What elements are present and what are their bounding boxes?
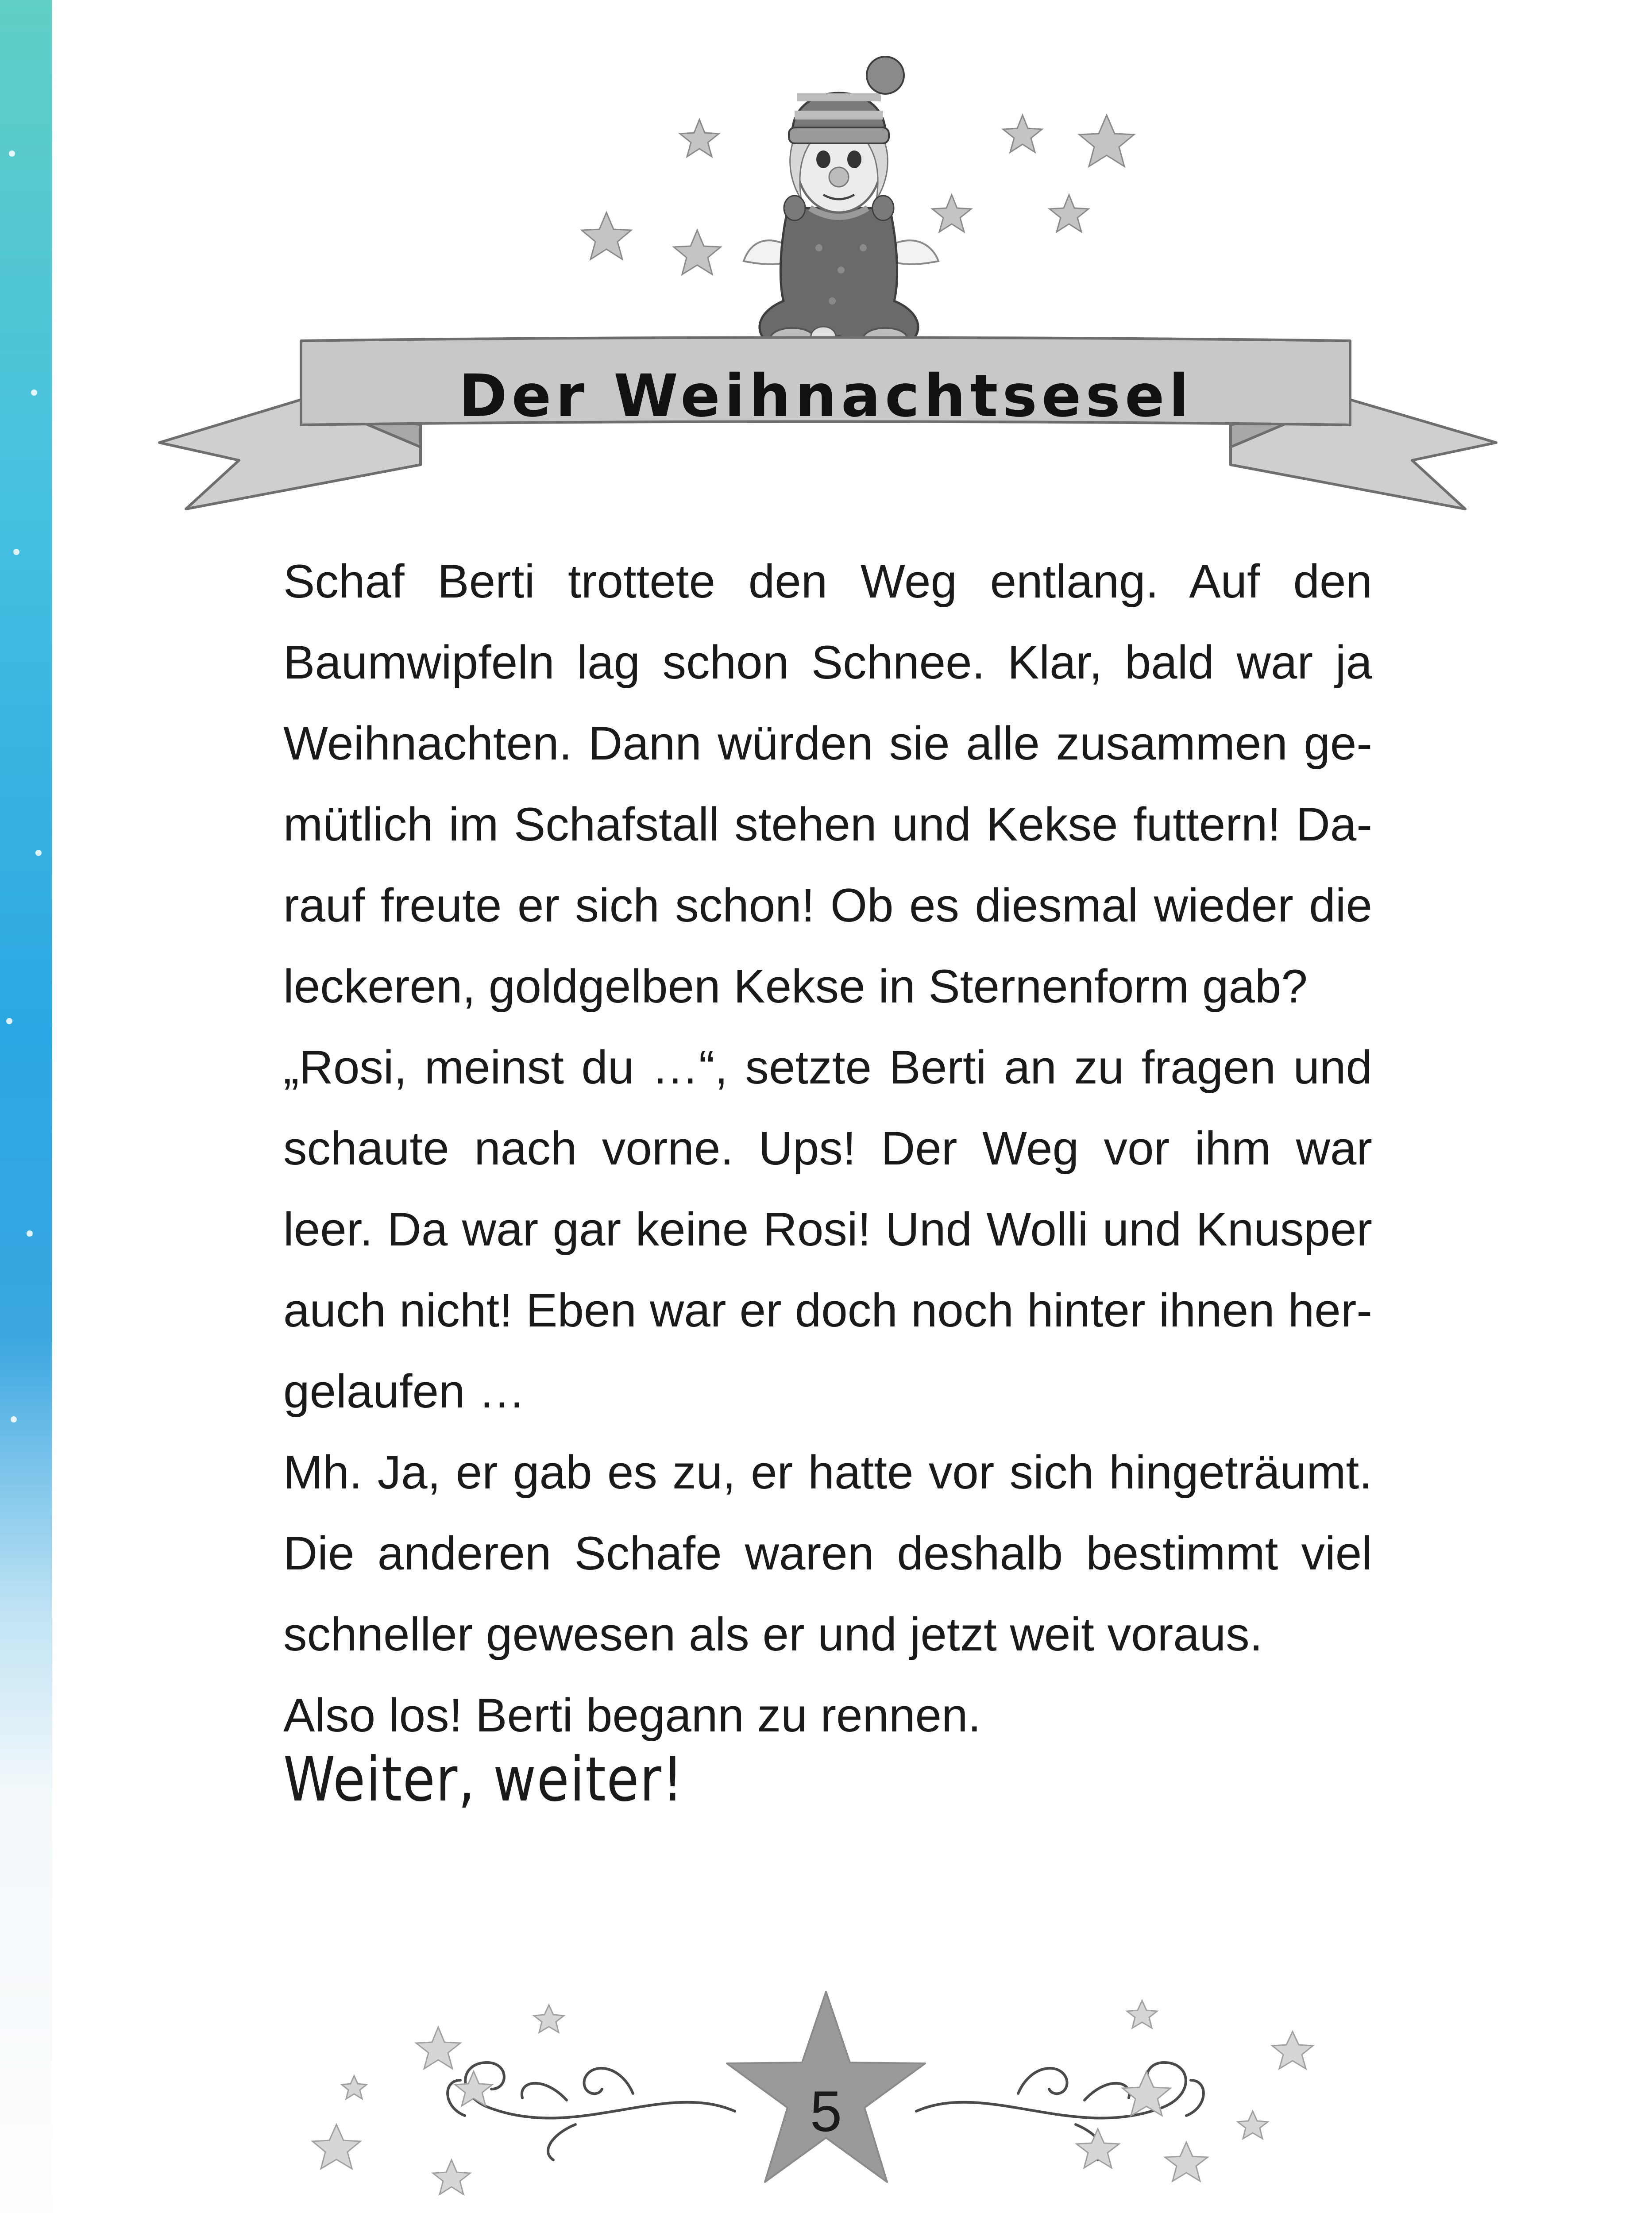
story-line: Baumwipfeln lag schon Schnee. Klar, bald war ja — [283, 636, 1372, 689]
story-line: gelaufen … — [283, 1365, 526, 1418]
story-line: Schaf Berti trottete den Weg entlang. Auf den — [283, 555, 1372, 608]
star-icon — [674, 230, 721, 274]
story-line: Die anderen Schafe waren deshalb bestimmt viel — [283, 1527, 1372, 1580]
star-icon — [1079, 115, 1134, 166]
snowflake-dot — [27, 1230, 33, 1237]
star-icon — [1003, 115, 1042, 152]
snowflake-dot — [13, 549, 19, 555]
star-icon — [1050, 195, 1088, 232]
story-exclamation: Weiter, weiter! — [283, 1744, 684, 1815]
chapter-title: Der Weihnachtsesel — [459, 362, 1193, 430]
story-line: rauf freute er sich schon! Ob es diesmal wieder die — [283, 879, 1372, 932]
story-line: Mh. Ja, er gab es zu, er hatte vor sich hingeträumt. — [283, 1446, 1372, 1499]
story-line: leckeren, goldgelben Kekse in Sternenform gab? — [283, 960, 1308, 1013]
snowflake-dot — [11, 1416, 17, 1423]
story-line: auch nicht! Eben war er doch noch hinter ihnen her- — [283, 1284, 1372, 1337]
snowflake-dot — [35, 850, 42, 856]
chapter-header-illustration — [0, 0, 1652, 531]
snowflake-dot — [6, 1018, 12, 1024]
story-line: schneller gewesen als er und jetzt weit voraus. — [283, 1608, 1263, 1661]
story-line: schaute nach vorne. Ups! Der Weg vor ihm war — [283, 1122, 1372, 1175]
page-number: 5 — [810, 2079, 842, 2144]
star-icon — [582, 212, 631, 259]
story-line: „Rosi, meinst du …“, setzte Berti an zu fragen und — [283, 1041, 1372, 1094]
star-icon — [680, 120, 719, 157]
story-text — [283, 541, 1372, 1756]
angel-child-illustration — [744, 57, 938, 349]
story-line: mütlich im Schafstall stehen und Kekse futtern! Da- — [283, 798, 1372, 851]
story-line: Also los! Berti begann zu rennen. — [283, 1689, 981, 1742]
story-line: leer. Da war gar keine Rosi! Und Wolli und Knusper — [283, 1203, 1372, 1256]
star-icon — [932, 195, 971, 232]
story-line: Weihnachten. Dann würden sie alle zusammen ge- — [283, 717, 1372, 770]
